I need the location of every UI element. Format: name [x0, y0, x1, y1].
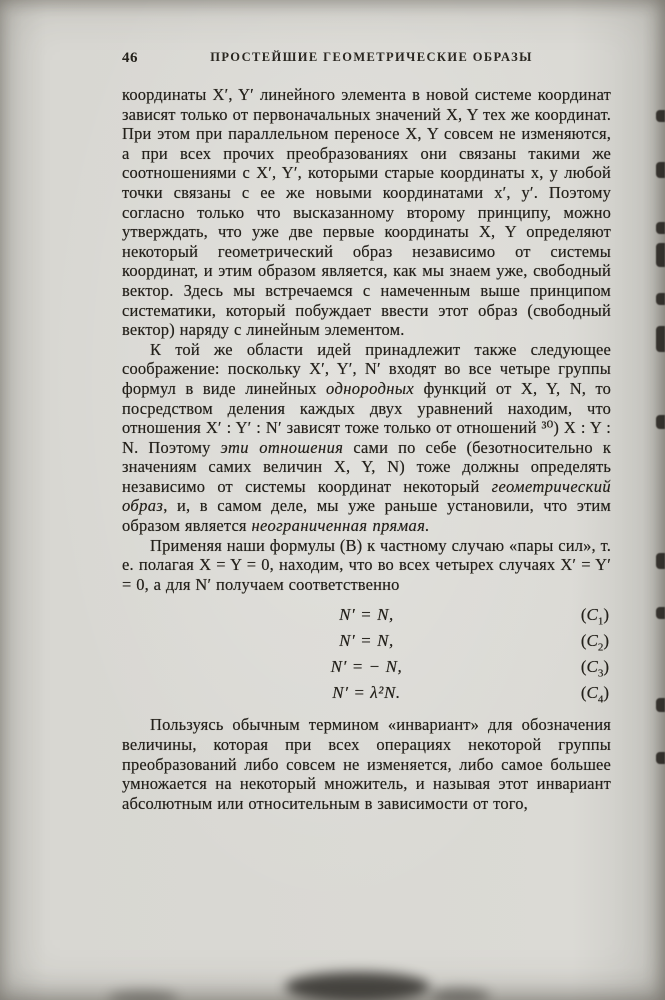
scan-smudge [430, 988, 490, 1000]
equation-row [122, 628, 611, 654]
equation-expression: N′ = λ²N. [332, 683, 401, 703]
scan-artifact [656, 162, 665, 178]
equation-label: $(C_4)$ [580, 683, 609, 706]
paragraph [122, 85, 611, 340]
equation-expression: N′ = N, [339, 605, 394, 625]
equation-expression: N′ = − N, [330, 657, 403, 677]
scan-artifact [656, 553, 665, 569]
equation-label: $(C_3)$ [580, 657, 609, 680]
scan-artifact [656, 222, 665, 234]
scan-artifact [656, 326, 665, 352]
equation-row [122, 680, 611, 706]
scan-artifact [656, 110, 665, 122]
text-run: , и, в самом деле, мы уже раньше установили, что этим образом является [122, 496, 611, 536]
scan-artifact [656, 752, 665, 764]
text-run: сами по себе (безотносительно к значениям самих величин X, Y, N) тоже должны определять независимо от системы координат некоторый [122, 437, 611, 496]
text-run: К той же области идей принадлежит также следующее соображение: поскольку X′, Y′, N′ входят во все четыре группы формул в виде линейных [122, 339, 611, 398]
scan-artifact [656, 607, 665, 619]
body-text [122, 85, 611, 594]
emphasized-text: однородных [326, 378, 415, 398]
text-block [122, 0, 611, 813]
scan-smudge [285, 972, 430, 1000]
scan-artifact [656, 243, 665, 267]
equation-label: $(C_1)$ [580, 605, 609, 628]
scan-artifact [656, 293, 665, 305]
page-number: 46 [122, 50, 138, 66]
emphasized-text: эти отношения [220, 437, 344, 457]
running-header-title: ПРОСТЕЙШИЕ ГЕОМЕТРИЧЕСКИЕ ОБРАЗЫ [210, 50, 533, 64]
scan-artifact [656, 415, 665, 429]
body-text-continued [122, 715, 611, 813]
emphasized-text: геометрический образ [122, 476, 611, 516]
running-header [122, 50, 611, 70]
text-run: функций от X, Y, N, то посредством деления каждых двух уравнений находим, что отношения X′ : Y′ : N′ зависят тоже только от отношений ³⁰) X : Y : N. Поэтому [122, 378, 611, 457]
text-run: координаты X′, Y′ линейного элемента в новой системе координат зависят только от первоначальных значений X, Y тех же координат. При этом при параллельном переносе X, Y совсем не изменяются, а при всех прочих преобразованиях они связаны такими же соотношениями с X′, Y′, которыми старые координаты x, y любой точки связаны с ее же новыми координатами x′, y′. Поэтому согласно только что высказанному второму принципу, можно утверждать, что уже две первые координаты X, Y определяют некоторый геометрический образ независимо от системы координат, и этим образом является, как мы знаем уже, свободный вектор. Здесь мы встречаемся с намеченным выше принципом систематики, который побуждает ввести этот образ (свободный вектор) наряду с линейным элементом. [122, 85, 611, 340]
paragraph [122, 340, 611, 536]
equation-expression: N′ = N, [339, 631, 394, 651]
scan-artifact [656, 698, 665, 712]
emphasized-text: неограниченная прямая. [251, 516, 430, 536]
paragraph [122, 715, 611, 813]
text-run: Применяя наши формулы (B) к частному случаю «пары сил», т. е. полагая X = Y = 0, находим, что во всех четырех случаях X′ = Y′ = 0, а для N′ получаем соответственно [122, 535, 611, 594]
scan-smudge [108, 990, 178, 1000]
paragraph [122, 536, 611, 595]
equation-label: $(C_2)$ [580, 631, 609, 654]
equation-row [122, 602, 611, 628]
equation-block [122, 602, 611, 706]
equation-row [122, 654, 611, 680]
text-run: Пользуясь обычным термином «инвариант» для обозначения величины, которая при всех операциях некоторой группы преобразований либо совсем не изменяется, либо самое большее умножается на некоторый множитель, и называя этот инвариант абсолютным или относительным в зависимости от того, [122, 715, 611, 813]
